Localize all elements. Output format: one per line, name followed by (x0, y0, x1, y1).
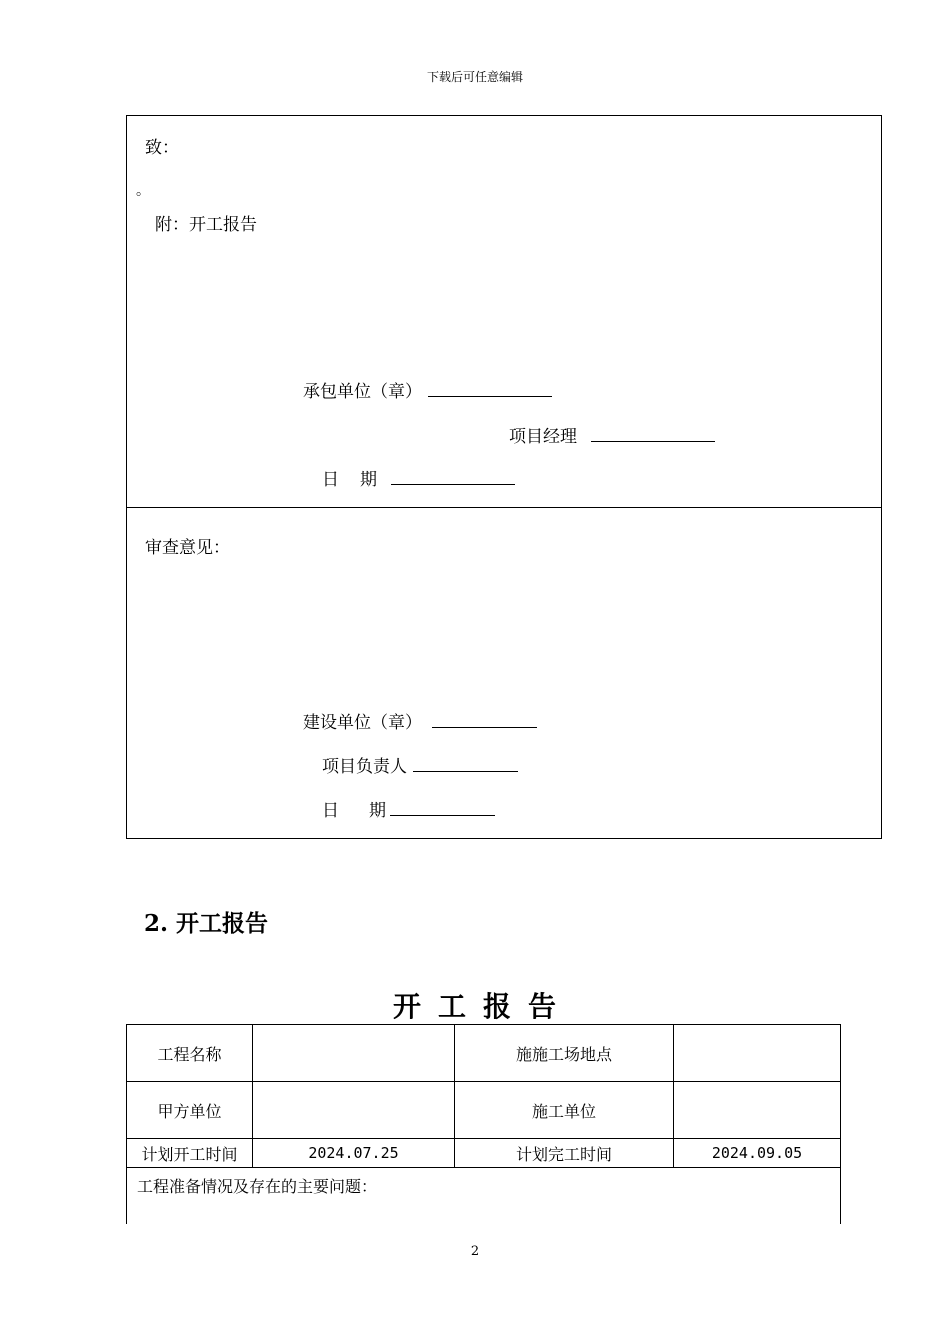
date-label-2b: 期 (369, 801, 386, 821)
review-box (126, 507, 882, 839)
contractor-row (303, 377, 552, 402)
preparation-issues-label: 工程准备情况及存在的主要问题： (127, 1168, 841, 1224)
table-row (127, 1082, 841, 1139)
site-label: 施施工场地点 (455, 1025, 674, 1082)
report-title (0, 985, 950, 1025)
responsible-label: 项目负责人 (322, 757, 407, 777)
date-label-1b: 期 (360, 470, 377, 490)
pm-signature-line (591, 440, 715, 442)
start-date-label: 计划开工时间 (127, 1139, 253, 1168)
contractor-label: 承包单位（章） (303, 382, 422, 402)
owner-label: 建设单位（章） (303, 713, 422, 733)
date-label-2a: 日 (322, 801, 339, 821)
table-row (127, 1139, 841, 1168)
report-title-char-1: 开 (392, 990, 422, 1023)
party-a-label: 甲方单位 (127, 1082, 253, 1139)
responsible-signature-line (413, 770, 518, 772)
date-signature-line-1 (391, 483, 515, 485)
date-label-1a: 日 (322, 470, 339, 490)
section-title: 2. 开工报告 (144, 910, 269, 937)
report-title-char-2: 工 (437, 990, 467, 1023)
attachment-label: 附：开工报告 (155, 215, 257, 235)
to-label: 致： (145, 138, 179, 158)
end-date-value: 2024.09.05 (674, 1139, 841, 1168)
date-row-1 (322, 465, 515, 490)
project-name-value (253, 1025, 455, 1082)
table-row (127, 1025, 841, 1082)
contractor-unit-label: 施工单位 (455, 1082, 674, 1139)
date-signature-line-2 (390, 814, 495, 816)
party-a-value (253, 1082, 455, 1139)
page-header: 下载后可任意编辑 (426, 70, 523, 84)
date-row-2 (322, 796, 495, 821)
start-date-value: 2024.07.25 (253, 1139, 455, 1168)
contractor-unit-value (674, 1082, 841, 1139)
report-table (126, 1024, 841, 1224)
site-value (674, 1025, 841, 1082)
end-date-label: 计划完工时间 (455, 1139, 674, 1168)
pm-row (509, 422, 715, 447)
page-number: 2 (470, 1244, 480, 1259)
report-title-char-3: 报 (483, 990, 513, 1023)
pm-label: 项目经理 (509, 427, 577, 447)
letter-box (126, 115, 882, 507)
contractor-signature-line (428, 395, 552, 397)
responsible-row (322, 752, 518, 777)
project-name-label: 工程名称 (127, 1025, 253, 1082)
period-mark: 。 (136, 183, 150, 199)
review-opinion-label: 审查意见： (145, 538, 230, 558)
table-row (127, 1168, 841, 1224)
report-title-char-4: 告 (528, 990, 558, 1023)
owner-row (303, 708, 537, 733)
owner-signature-line (432, 726, 537, 728)
